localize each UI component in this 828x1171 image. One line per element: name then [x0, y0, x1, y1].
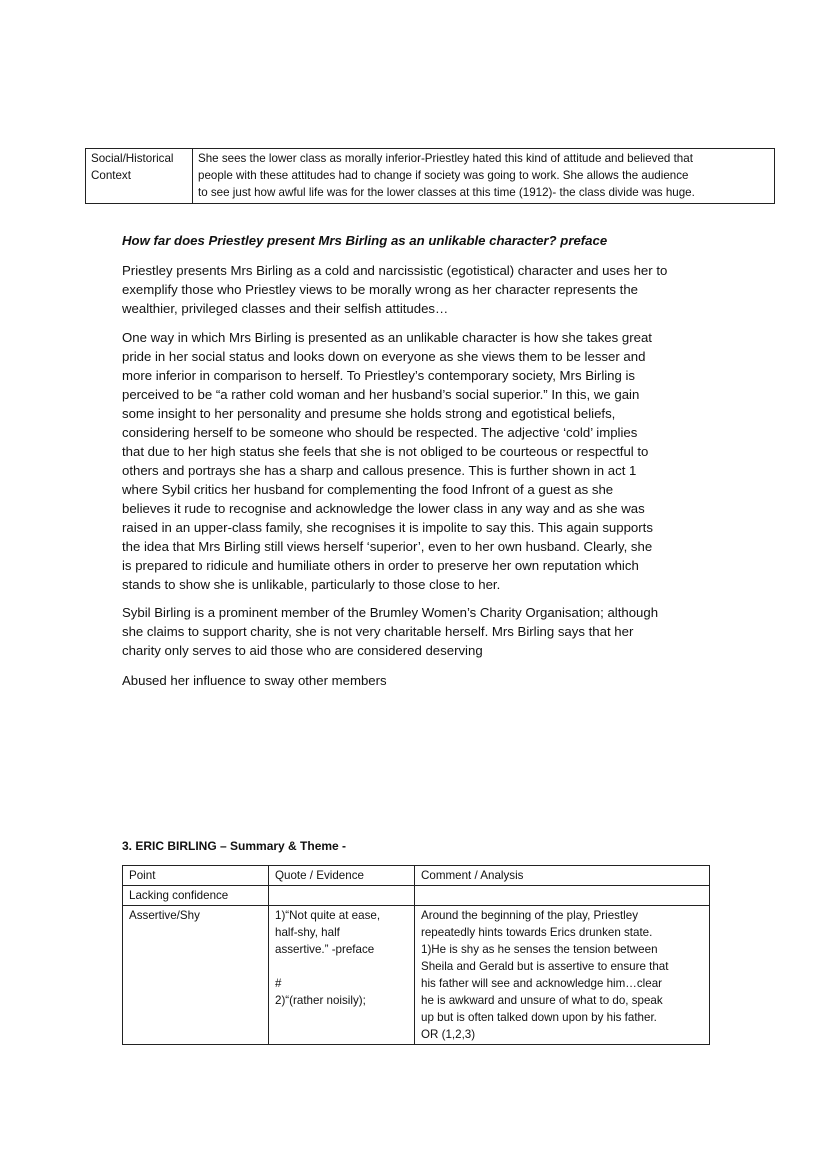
text-line: is prepared to ridicule and humiliate others in order to preserve her own reputation which	[122, 558, 639, 573]
eric-birling-table	[122, 865, 710, 1045]
point-cell: Lacking confidence	[123, 886, 269, 906]
header-cell-comment: Comment / Analysis	[415, 866, 710, 886]
text-line: she claims to support charity, she is not very charitable herself. Mrs Birling says that her	[122, 624, 634, 639]
context-content-cell	[193, 149, 775, 204]
table-row	[123, 886, 710, 906]
essay-question-heading: How far does Priestley present Mrs Birling as an unlikable character? preface	[122, 233, 608, 248]
comment-line: up but is often talked down upon by his father.	[421, 1011, 657, 1024]
comment-line: repeatedly hints towards Erics drunken state.	[421, 926, 653, 939]
header-cell-point: Point	[123, 866, 269, 886]
header-cell-quote: Quote / Evidence	[269, 866, 415, 886]
comment-line: Around the beginning of the play, Priestley	[421, 909, 638, 922]
table-header-row	[123, 866, 710, 886]
quote-line: assertive.” -preface	[275, 943, 375, 956]
context-content-line: to see just how awful life was for the lower classes at this time (1912)- the class divide was huge.	[198, 186, 695, 199]
comment-line: he is awkward and unsure of what to do, speak	[421, 994, 663, 1007]
quote-line: 1)“Not quite at ease,	[275, 909, 381, 922]
text-line: others and portrays she has a sharp and callous presence. This is further shown in act 1	[122, 463, 637, 478]
text-line: the idea that Mrs Birling still views herself ‘superior’, even to her own husband. Clearly, she	[122, 539, 653, 554]
text-line: charity only serves to aid those who are considered deserving	[122, 643, 483, 658]
text-line: wealthier, privileged classes and their selfish attitudes…	[122, 301, 449, 316]
text-line: some insight to her personality and presume she holds strong and egotistical beliefs,	[122, 406, 616, 421]
text-line: considering herself to be someone who should be respected. The adjective ‘cold’ implies	[122, 425, 638, 440]
essay-paragraph-influence	[122, 671, 722, 690]
table-row	[123, 906, 710, 1045]
text-line: Sybil Birling is a prominent member of the Brumley Women’s Charity Organisation; although	[122, 605, 659, 620]
text-line: exemplify those who Priestley views to be morally wrong as her character represents the	[122, 282, 639, 297]
essay-paragraph-social-status	[122, 328, 722, 594]
essay-paragraph-charity	[122, 603, 722, 660]
text-line: Abused her influence to sway other members	[122, 673, 387, 688]
comment-line: his father will see and acknowledge him…clear	[421, 977, 663, 990]
context-table	[85, 148, 775, 204]
text-line: stands to show she is unlikable, particularly to those close to her.	[122, 577, 501, 592]
point-cell: Assertive/Shy	[123, 906, 269, 1045]
quote-cell	[269, 886, 415, 906]
text-line: more inferior in comparison to herself. To Priestley’s contemporary society, Mrs Birling is	[122, 368, 636, 383]
text-line: perceived to be “a rather cold woman and her husband’s social superior.” In this, we gain	[122, 387, 640, 402]
text-line: pride in her social status and looks down on everyone as she views them to be lesser and	[122, 349, 646, 364]
context-content-line: people with these attitudes had to change if society was going to work. She allows the audience	[198, 169, 689, 182]
text-line: Priestley presents Mrs Birling as a cold and narcissistic (egotistical) character and uses her to	[122, 263, 668, 278]
text-line: raised in an upper-class family, she recognises it is impolite to say this. This again supports	[122, 520, 653, 535]
context-content-line: She sees the lower class as morally inferior-Priestley hated this kind of attitude and believed that	[198, 152, 693, 165]
text-line: One way in which Mrs Birling is presented as an unlikable character is how she takes great	[122, 330, 652, 345]
context-label-line: Context	[91, 169, 131, 182]
quote-line: half-shy, half	[275, 926, 340, 939]
comment-line: OR (1,2,3)	[421, 1028, 476, 1041]
context-label-line: Social/Historical	[91, 152, 174, 165]
text-line: where Sybil critics her husband for complementing the food Infront of a guest as she	[122, 482, 614, 497]
comment-line: 1)He is shy as he senses the tension between	[421, 943, 658, 956]
table-row	[86, 149, 775, 204]
comment-cell	[415, 906, 710, 1045]
section-title: 3. ERIC BIRLING – Summary & Theme -	[122, 839, 347, 853]
text-line: believes it rude to recognise and acknowledge the lower class in any way and as she was	[122, 501, 645, 516]
comment-cell	[415, 886, 710, 906]
text-line: that due to her high status she feels that she is not obliged to be courteous or respectful to	[122, 444, 649, 459]
blank-line	[275, 958, 408, 975]
quote-line: 2)“(rather noisily);	[275, 994, 366, 1007]
essay-paragraph-intro	[122, 261, 722, 318]
comment-line: Sheila and Gerald but is assertive to ensure that	[421, 960, 669, 973]
context-label-cell	[86, 149, 193, 204]
quote-line: #	[275, 977, 282, 990]
quote-cell	[269, 906, 415, 1045]
